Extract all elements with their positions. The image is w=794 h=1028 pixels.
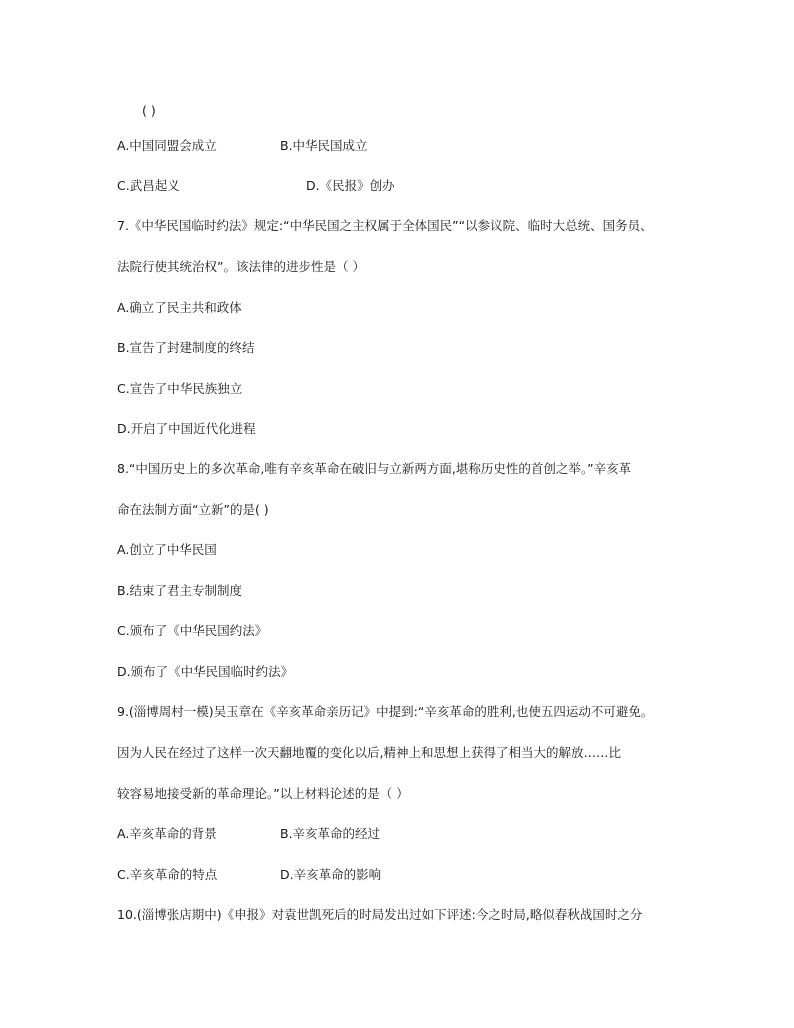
q6-option-a: A.中国同盟会成立	[117, 138, 217, 153]
q8-option-b: B.结束了君主专制制度	[117, 583, 243, 598]
q7-stem-line2: 法院行使其统治权”。该法律的进步性是（ ）	[117, 259, 365, 274]
q7-option-a: A.确立了民主共和政体	[117, 300, 242, 315]
q9-option-c: C.辛亥革命的特点	[117, 867, 218, 882]
q7-option-d: D.开启了中国近代化进程	[117, 421, 256, 436]
q8-option-a: A.创立了中华民国	[117, 542, 217, 557]
q7-stem-line1: 7.《中华民国临时约法》规定:“中华民国之主权属于全体国民”“以参议院、临时大总统、国务员、	[117, 218, 653, 233]
q7-option-b: B.宣告了封建制度的终结	[117, 340, 255, 355]
q8-stem-line2: 命在法制方面“立新”的是( )	[117, 502, 269, 517]
q10-stem-line1: 10.(淄博张店期中)《申报》对袁世凯死后的时局发出过如下评述:今之时局,略似春秋战国时之分	[117, 907, 643, 922]
q8-option-d: D.颁布了《中华民国临时约法》	[117, 664, 294, 679]
q8-stem-line1: 8.“中国历史上的多次革命,唯有辛亥革命在破旧与立新两方面,堪称历史性的首创之举。”辛亥革	[117, 461, 632, 476]
q6-option-c: C.武昌起义	[117, 178, 180, 193]
q9-option-d: D.辛亥革命的影响	[280, 867, 382, 882]
q6-option-b: B.中华民国成立	[280, 138, 368, 153]
q7-option-c: C.宣告了中华民族独立	[117, 381, 243, 396]
q6-option-d: D.《民报》创办	[306, 178, 395, 193]
q9-stem-line3: 较容易地接受新的革命理论。”以上材料论述的是（ ）	[117, 786, 409, 801]
q6-answer-paren: ( )	[142, 103, 156, 118]
q9-stem-line2: 因为人民在经过了这样一次天翻地覆的变化以后,精神上和思想上获得了相当大的解放……比	[117, 745, 621, 760]
q9-stem-line1: 9.(淄博周村一模)吴玉章在《辛亥革命亲历记》中提到:“辛亥革命的胜利,也使五四运动不可避免。	[117, 704, 654, 719]
q9-option-b: B.辛亥革命的经过	[280, 826, 381, 841]
q8-option-c: C.颁布了《中华民国约法》	[117, 623, 268, 638]
q9-option-a: A.辛亥革命的背景	[117, 826, 217, 841]
